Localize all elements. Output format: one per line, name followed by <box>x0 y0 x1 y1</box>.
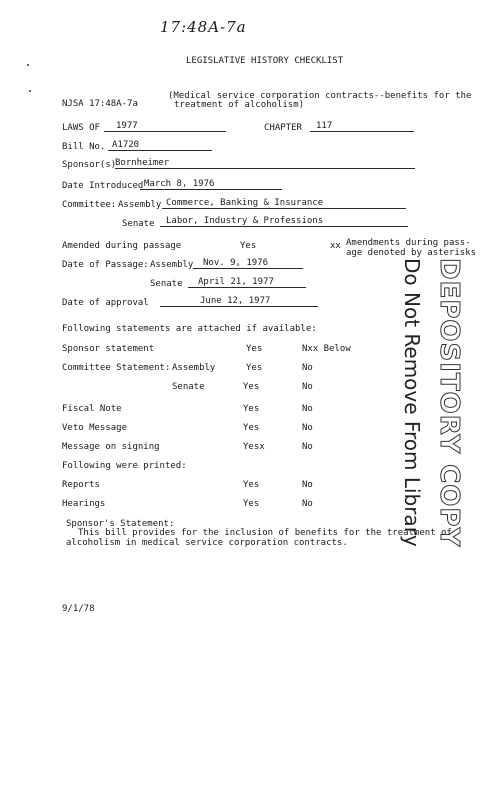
reports-yes: Yes <box>243 480 260 490</box>
depository-copy-stamp <box>380 258 466 548</box>
committee-statement-senate-yes: Yes <box>243 382 260 392</box>
passage-assembly-value: Nov. 9, 1976 <box>193 258 303 269</box>
description-line-1: (Medical service corporation contracts--benefits for the <box>168 91 472 101</box>
committee-label: Committee: <box>62 200 117 210</box>
amendments-note-line-1: Amendments during pass- <box>346 238 471 248</box>
veto-message-yes: Yes <box>243 423 260 433</box>
laws-of-value: 1977 <box>104 121 226 132</box>
footer-code: 9/1/78 <box>62 604 95 614</box>
amended-value: Yes <box>240 241 257 251</box>
veto-message-no: No <box>302 423 313 433</box>
committee-assembly-value: Commerce, Banking & Insurance <box>162 198 406 209</box>
date-of-approval-label: Date of approval <box>62 298 149 308</box>
committee-statement-assembly-yes: Yes <box>246 363 263 373</box>
date-introduced-value: March 8, 1976 <box>140 179 282 190</box>
amended-marker: xx <box>330 241 341 251</box>
bill-no-value: A1720 <box>108 140 212 151</box>
date-of-passage-label: Date of Passage: <box>62 260 149 270</box>
hearings-label: Hearings <box>62 499 106 509</box>
description-line-2: treatment of alcoholism) <box>174 100 305 110</box>
message-on-signing-no: No <box>302 442 313 452</box>
page-title: LEGISLATIVE HISTORY CHECKLIST <box>186 56 344 66</box>
handwritten-number: 17:48A-7a <box>160 18 247 36</box>
veto-message-label: Veto Message <box>62 423 128 433</box>
committee-statement-label: Committee Statement: <box>62 363 171 373</box>
committee-statement-assembly-no: No <box>302 363 313 373</box>
date-introduced-label: Date Introduced <box>62 181 144 191</box>
statement-line-2: alcoholism in medical service corporation contracts. <box>66 538 348 548</box>
fiscal-note-no: No <box>302 404 313 414</box>
statement-line-1: This bill provides for the inclusion of benefits for the treatment of <box>78 528 452 538</box>
hearings-no: No <box>302 499 313 509</box>
fiscal-note-yes: Yes <box>243 404 260 414</box>
chapter-label: CHAPTER <box>264 123 302 133</box>
following-attached-heading: Following statements are attached if available: <box>62 324 317 334</box>
passage-assembly-label: Assembly <box>150 260 194 270</box>
following-printed-heading: Following were printed: <box>62 461 187 471</box>
amended-label: Amended during passage <box>62 241 182 251</box>
reports-no: No <box>302 480 313 490</box>
njsa-label: NJSA 17:48A-7a <box>62 99 138 109</box>
message-on-signing-yes: Yesx <box>243 442 265 452</box>
committee-statement-senate-no: No <box>302 382 313 392</box>
amendments-note-line-2: age denoted by asterisks <box>346 248 477 258</box>
sponsor-statement-yes: Yes <box>246 344 263 354</box>
statement-heading: Sponsor's Statement: <box>66 519 175 529</box>
committee-senate-label: Senate <box>122 219 155 229</box>
date-of-approval-value: June 12, 1977 <box>160 296 318 307</box>
sponsor-statement-label: Sponsor statement <box>62 344 155 354</box>
stamp-line-2: Do Not Remove From Library <box>400 258 424 547</box>
fiscal-note-label: Fiscal Note <box>62 404 122 414</box>
committee-statement-assembly: Assembly <box>172 363 216 373</box>
passage-senate-label: Senate <box>150 279 183 289</box>
stamp-line-1: DEPOSITORY COPY <box>434 258 464 548</box>
committee-senate-value: Labor, Industry & Professions <box>160 216 408 227</box>
passage-senate-value: April 21, 1977 <box>188 277 306 288</box>
message-on-signing-label: Message on signing <box>62 442 160 452</box>
sponsors-value: Bornheimer <box>115 158 415 169</box>
sponsors-label: Sponsor(s) <box>62 160 117 170</box>
bill-no-label: Bill No. <box>62 142 106 152</box>
reports-label: Reports <box>62 480 100 490</box>
margin-mark <box>27 64 29 66</box>
sponsor-statement-no: Nxx Below <box>302 344 351 354</box>
hearings-yes: Yes <box>243 499 260 509</box>
margin-mark <box>29 90 31 92</box>
chapter-value: 117 <box>310 121 414 132</box>
laws-of-label: LAWS OF <box>62 123 100 133</box>
committee-assembly-label: Assembly <box>118 200 162 210</box>
committee-statement-senate: Senate <box>172 382 205 392</box>
